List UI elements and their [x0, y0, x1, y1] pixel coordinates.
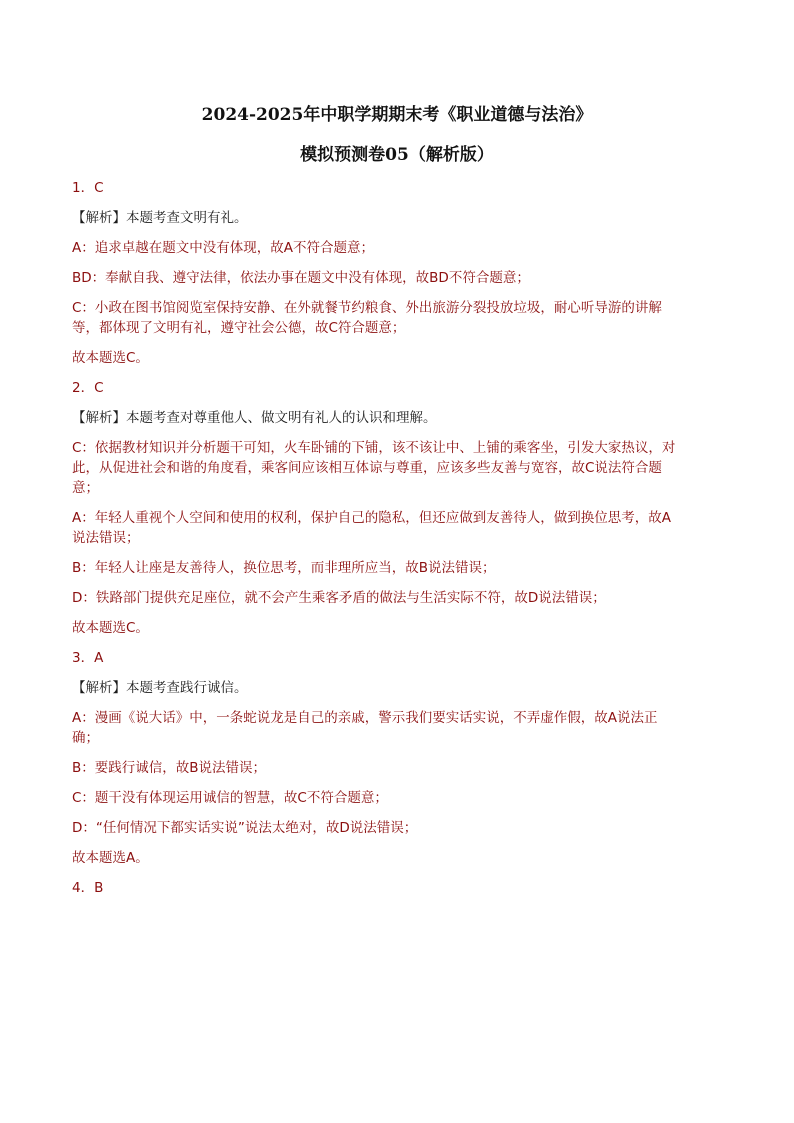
answer-paragraph: BD：奉献自我、遵守法律，依法办事在题文中没有体现，故BD不符合题意；: [72, 270, 530, 286]
answer-paragraph: C：依据教材知识并分析题干可知，火车卧铺的下铺，该不该让中、上铺的乘客坐，引发大家热议，对此，从促进社会和谐的角度看，乘客间应该相互体谅与尊重，应该多些友善与宽容，故C说法符合题意；: [72, 440, 676, 496]
answer-paragraph: 故本题选C。: [72, 620, 149, 636]
answer-paragraph: A：漫画《说大话》中，一条蛇说龙是自己的亲戚，警示我们要实话实说，不弄虚作假，故A说法正确；: [72, 710, 658, 746]
answer-paragraph: 【解析】本题考查对尊重他人、做文明有礼人的认识和理解。: [72, 410, 437, 426]
answer-paragraph: 故本题选A。: [72, 850, 149, 866]
answer-paragraph: 3．A: [72, 650, 104, 666]
answer-paragraph: A：追求卓越在题文中没有体现，故A不符合题意；: [72, 240, 374, 256]
answer-paragraph: 【解析】本题考查文明有礼。: [72, 210, 248, 226]
answer-paragraph: B：要践行诚信，故B说法错误；: [72, 760, 267, 776]
answer-paragraph: C：小政在图书馆阅览室保持安静、在外就餐节约粮食、外出旅游分裂投放垃圾，耐心听导游的讲解等，都体现了文明有礼，遵守社会公德，故C符合题意；: [72, 300, 662, 336]
answer-paragraph: A：年轻人重视个人空间和使用的权利，保护自己的隐私，但还应做到友善待人，做到换位思考，故A说法错误；: [72, 510, 671, 546]
answer-paragraph: 1．C: [72, 180, 104, 196]
answer-paragraph: 2．C: [72, 380, 104, 396]
answer-paragraph: D：“任何情况下都实话实说”说法太绝对，故D说法错误；: [72, 820, 418, 836]
document-title-line2: 模拟预测卷05（解析版）: [300, 145, 494, 165]
answer-paragraph: C：题干没有体现运用诚信的智慧，故C不符合题意；: [72, 790, 388, 806]
answer-paragraph: 【解析】本题考查践行诚信。: [72, 680, 248, 696]
answer-paragraph: D：铁路部门提供充足座位，就不会产生乘客矛盾的做法与生活实际不符，故D说法错误；: [72, 590, 606, 606]
answer-paragraph: 故本题选C。: [72, 350, 149, 366]
answer-paragraph: 4．B: [72, 880, 104, 896]
document-title-line1: 2024-2025年中职学期期末考《职业道德与法治》: [201, 105, 593, 125]
answer-body: [72, 178, 674, 898]
answer-paragraph: B：年轻人让座是友善待人，换位思考，而非理所应当，故B说法错误；: [72, 560, 496, 576]
